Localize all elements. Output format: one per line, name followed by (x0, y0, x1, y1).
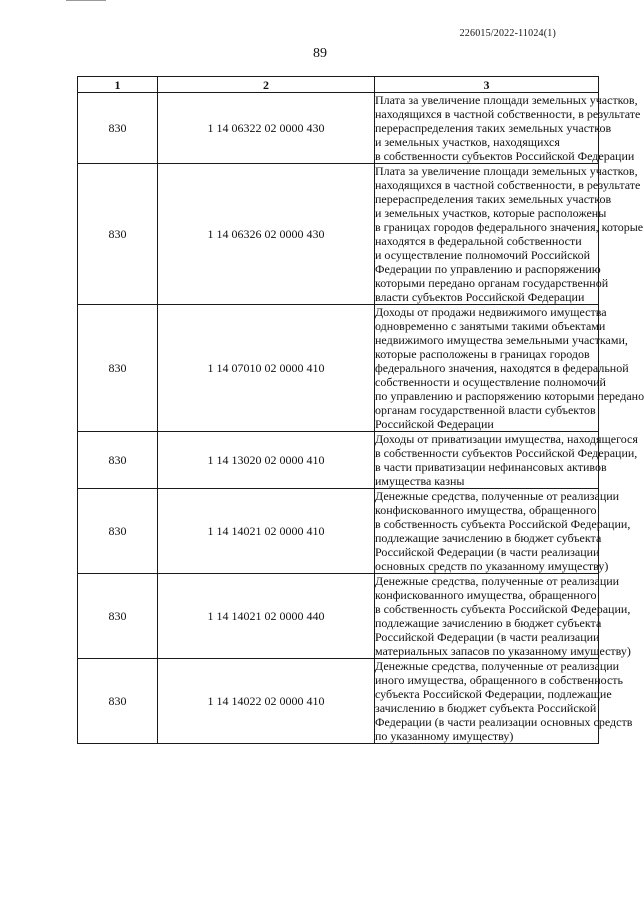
description-line: субъекта Российской Федерации, подлежащие (375, 687, 612, 701)
description-line: Плата за увеличение площади земельных участков, (375, 164, 638, 178)
page-number: 89 (313, 46, 327, 61)
budget-code-cell: 1 14 14021 02 0000 440 (158, 574, 375, 659)
description-line: Денежные средства, полученные от реализации (375, 489, 620, 503)
table-row (78, 432, 599, 489)
description-line: в собственность субъекта Российской Федерации, (375, 517, 631, 531)
admin-code-cell: 830 (78, 432, 158, 489)
description-line: перераспределения таких земельных участков (375, 121, 612, 135)
admin-code-cell: 830 (78, 93, 158, 164)
description-line: иного имущества, обращенного в собственность (375, 673, 623, 687)
table-header-row (78, 77, 599, 93)
description-line: зачислению в бюджет субъекта Российской (375, 701, 597, 715)
description-line: Доходы от приватизации имущества, находящегося (375, 432, 638, 446)
admin-code-cell: 830 (78, 305, 158, 432)
description-line: органам государственной власти субъектов (375, 403, 596, 417)
description-line: конфискованного имущества, обращенного (375, 588, 597, 602)
description-line: перераспределения таких земельных участков (375, 192, 612, 206)
description-line: Плата за увеличение площади земельных участков, (375, 93, 638, 107)
description-line: которые расположены в границах городов (375, 347, 590, 361)
description-line: Российской Федерации (в части реализации (375, 630, 600, 644)
description-line: которыми передано органам государственной (375, 276, 609, 290)
admin-code-cell: 830 (78, 659, 158, 744)
description-line: власти субъектов Российской Федерации (375, 290, 585, 304)
description-line: в собственности субъектов Российской Федерации (375, 149, 635, 163)
budget-code-cell: 1 14 06322 02 0000 430 (158, 93, 375, 164)
description-line: Федерации (в части реализации основных средств (375, 715, 633, 729)
description-line: недвижимого имущества земельными участками, (375, 333, 628, 347)
description-line: в границах городов федерального значения, которые (375, 220, 644, 234)
table-row (78, 574, 599, 659)
description-line: Российской Федерации (375, 417, 494, 431)
table-row (78, 93, 599, 164)
table-row (78, 659, 599, 744)
budget-code-cell: 1 14 07010 02 0000 410 (158, 305, 375, 432)
description-cell (375, 432, 638, 489)
column-header-3: 3 (375, 77, 599, 93)
description-line: и осуществление полномочий Российской (375, 248, 591, 262)
admin-code-cell: 830 (78, 489, 158, 574)
description-line: основных средств по указанному имуществу) (375, 559, 609, 573)
budget-code-cell: 1 14 14022 02 0000 410 (158, 659, 375, 744)
description-line: и земельных участков, находящихся (375, 135, 560, 149)
top-scan-mark (66, 0, 106, 1)
description-line: находящихся в частной собственности, в результате (375, 107, 641, 121)
description-line: подлежащие зачислению в бюджет субъекта (375, 616, 602, 630)
budget-code-cell: 1 14 13020 02 0000 410 (158, 432, 375, 489)
description-cell (375, 164, 644, 305)
table-row (78, 489, 599, 574)
table-row (78, 164, 599, 305)
table-body (78, 93, 644, 744)
description-line: в собственности субъектов Российской Федерации, (375, 446, 638, 460)
description-line: и земельных участков, которые расположены (375, 206, 607, 220)
description-line: имущества казны (375, 474, 465, 488)
description-line: Доходы от продажи недвижимого имущества (375, 305, 607, 319)
description-line: Федерации по управлению и распоряжению (375, 262, 601, 276)
column-header-2: 2 (158, 77, 375, 93)
description-cell (375, 305, 644, 432)
description-line: федерального значения, находятся в федеральной (375, 361, 629, 375)
description-line: Российской Федерации (в части реализации (375, 545, 600, 559)
description-line: в части приватизации нефинансовых активов (375, 460, 607, 474)
budget-code-cell: 1 14 06326 02 0000 430 (158, 164, 375, 305)
description-cell (375, 574, 631, 659)
document-id: 226015/2022-11024(1) (459, 28, 556, 39)
admin-code-cell: 830 (78, 164, 158, 305)
description-line: Денежные средства, полученные от реализации (375, 659, 620, 673)
description-line: материальных запасов по указанному имуществу) (375, 644, 631, 658)
revenue-codes-table (77, 76, 644, 744)
description-line: в собственность субъекта Российской Федерации, (375, 602, 631, 616)
column-header-1: 1 (78, 77, 158, 93)
description-line: собственности и осуществление полномочий (375, 375, 606, 389)
budget-code-cell: 1 14 14021 02 0000 410 (158, 489, 375, 574)
description-line: находятся в федеральной собственности (375, 234, 582, 248)
description-line: конфискованного имущества, обращенного (375, 503, 597, 517)
description-line: находящихся в частной собственности, в результате (375, 178, 641, 192)
description-cell (375, 489, 631, 574)
description-line: Денежные средства, полученные от реализации (375, 574, 620, 588)
description-line: по указанному имуществу) (375, 729, 514, 743)
description-line: одновременно с занятыми такими объектами (375, 319, 606, 333)
admin-code-cell: 830 (78, 574, 158, 659)
table-row (78, 305, 599, 432)
description-line: по управлению и распоряжению которыми передано (375, 389, 644, 403)
description-cell (375, 659, 633, 744)
description-cell (375, 93, 641, 164)
description-line: подлежащие зачислению в бюджет субъекта (375, 531, 602, 545)
